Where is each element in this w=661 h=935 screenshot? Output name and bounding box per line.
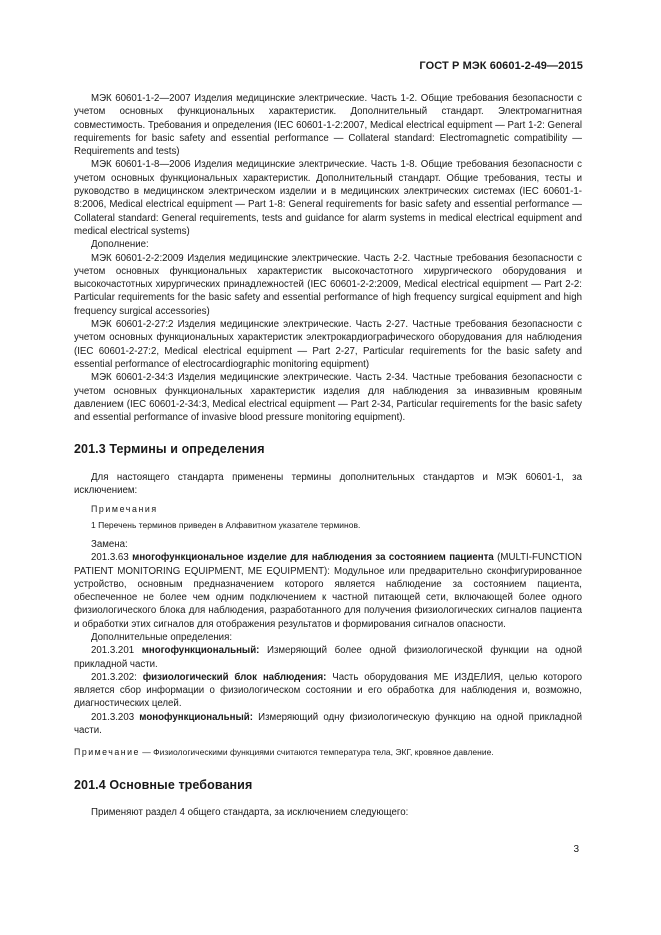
note-text: — Физиологическими функциями считаются температура тела, ЭКГ, кровяное давление. xyxy=(142,747,494,758)
standard-header: ГОСТ Р МЭК 60601-2-49—2015 xyxy=(419,60,583,72)
definition-number: 201.3.201 xyxy=(91,645,135,657)
reference-60601-2-34: МЭК 60601-2-34:3 Изделия медицинские электрические. Часть 2-34. Частные требования безопасности с учетом основных функциональных характеристик изделия для наблюдения за инвазивным кровяным давлением (IEC 60601-2-34:3, Medical electrical equipment — Part 2-34, Particular requirements for the basic safety and essential performance of invasive blood pressure monitoring equipment). xyxy=(74,372,582,424)
definition-text: Измеряющий одну физиологическую функцию на одной прикладной части. xyxy=(74,711,582,737)
reference-60601-1-8: МЭК 60601-1-8—2006 Изделия медицинские электрические. Часть 1-8. Общие требования безопасности с учетом основных функциональных характеристик. Дополнительный стандарт. Общие требования, тесты и руководство в медицинском электрическом изделии и в медицинских электрических системах (IEC 60601-1-8:2006, Medical electrical equipment — Part 1-8: General requirements for basic safety and essential performance — Collateral standard: General requirements, tests and guidance for alarm systems in medical electrical equipment and medical electrical systems) xyxy=(74,159,582,237)
section-201-4-text: Применяют раздел 4 общего стандарта, за исключением следующего: xyxy=(91,806,409,818)
definition-text: Часть оборудования ME ИЗДЕЛИЯ, целью которого является сбор информации о физиологическом состоянии и его обработка для наблюдения и, возможно, диагностических целей. xyxy=(74,671,582,710)
definition-number: 201.3.203 xyxy=(91,711,135,723)
definition-text: (MULTI-FUNCTION PATIENT MONITORING EQUIPMENT, ME EQUIPMENT): Модульное или предварительно сконфигурированное устройство, основным предназначением которого является наблюдение за состоянием пациента, обеспеченное не более чем одним подключением к частной питающей сети, включающей более одного физиологического блока для наблюдения, разработанного для получения физиологических сигналов пациента и обработки этих сигналов для отображения результатов и формирования сигналов опасности. xyxy=(74,552,583,630)
definition-201-3-202 xyxy=(74,671,582,711)
section-title-201-3: 201.3 Термины и определения xyxy=(74,442,265,457)
replacement-label: Замена: xyxy=(91,538,128,550)
section-title-201-4: 201.4 Основные требования xyxy=(74,777,253,792)
additional-definitions-label: Дополнительные определения: xyxy=(91,631,233,643)
definition-text: Измеряющий более одной физиологической функции на одной прикладной части. xyxy=(74,645,582,670)
reference-60601-1-2: МЭК 60601-1-2—2007 Изделия медицинские электрические. Часть 1-2. Общие требования безопасности с учетом основных функциональных характеристик. Дополнительный стандарт. Электромагнитная совместимость. Требования и определения (IEC 60601-1-2:2007, Medical electrical equipment — Part 1-2: General requirements for basic safety and essential performance — Collateral standard: Electromagnetic compatibility — Requirements and tests) xyxy=(74,93,582,158)
definition-term: многофункциональное изделие для наблюдения за состоянием пациента xyxy=(132,552,494,564)
supplement-label: Дополнение: xyxy=(91,239,149,251)
page-number: 3 xyxy=(573,844,579,855)
document-body xyxy=(74,92,582,819)
terms-intro: Для настоящего стандарта применены термины дополнительных стандартов и МЭК 60601-1, за исключением: xyxy=(74,471,582,497)
reference-60601-2-2: МЭК 60601-2-2:2009 Изделия медицинские электрические. Часть 2-2. Частные требования безопасности с учетом основных функциональных характеристик высокочастотного хирургического оборудования и высокочастотных хирургических принадлежностей (IEC 60601-2-2:2009, Medical electrical equipment — Part 2-2: Particular requirements for the basic safety and essential performance of high frequency surgical equipment and high frequency surgical accessories) xyxy=(74,252,582,317)
reference-60601-2-27: МЭК 60601-2-27:2 Изделия медицинские электрические. Часть 2-27. Частные требования безопасности с учетом основных функциональных характеристик электрокардиографического оборудования для наблюдения (IEC 60601-2-27:2, Medical electrical equipment — Part 2-27, Particular requirements for the basic safety and essential performance of electrocardiographic monitoring equipment) xyxy=(74,319,582,370)
note-physiological-functions xyxy=(74,746,582,759)
definition-201-3-63 xyxy=(74,551,582,631)
definition-term: физиологический блок наблюдения: xyxy=(142,671,327,683)
definition-201-3-201 xyxy=(74,644,582,671)
definition-number: 201.3.63 xyxy=(91,552,129,564)
definition-term: монофункциональный: xyxy=(139,711,253,723)
notes-label: Примечания xyxy=(91,504,158,515)
note-label: Примечание xyxy=(74,747,140,758)
note-1: 1 Перечень терминов приведен в Алфавитном указателе терминов. xyxy=(91,519,361,530)
definition-201-3-203 xyxy=(74,711,582,738)
definition-number: 201.3.202: xyxy=(91,671,137,683)
definition-term: многофункциональный: xyxy=(141,645,260,657)
